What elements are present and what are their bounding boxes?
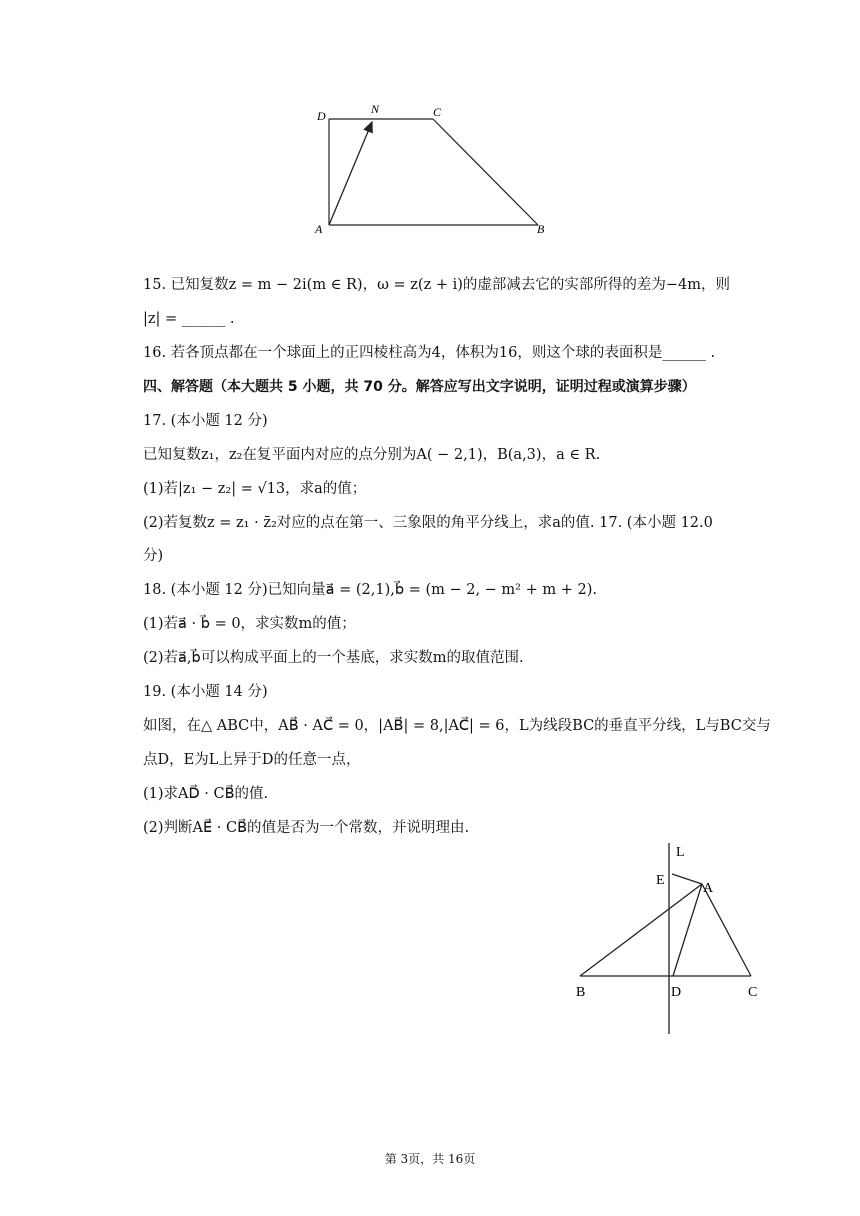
- q19-line2: 点D，E为L上异于D的任意一点，: [143, 752, 361, 768]
- q19-line1: 如图，在△ ABC中，AB⃗ · AC⃗ = 0，|AB⃗| = 8,|AC⃗| = 6，L为线段BC的垂直平分线，L与BC交与: [143, 718, 771, 734]
- q18-line1: 18. (本小题 12 分)已知向量a⃗ = (2,1),b⃗ = (m − 2, − m² + m + 2).: [143, 582, 597, 598]
- q16-line1: 16. 若各顶点都在一个球面上的正四棱柱高为4，体积为16，则这个球的表面积是______ .: [143, 345, 716, 361]
- label-C: C: [433, 105, 442, 119]
- label-E: E: [656, 873, 665, 888]
- label-D: D: [317, 109, 326, 123]
- label-C2: C: [748, 985, 758, 1000]
- label-D2: D: [671, 985, 682, 1000]
- label-B: B: [537, 222, 545, 236]
- q17-line1: 已知复数z₁，z₂在复平面内对应的点分别为A( − 2,1)，B(a,3)，a ∈ R.: [143, 447, 601, 463]
- triangle-figure: [570, 838, 770, 1038]
- label-N: N: [371, 102, 380, 116]
- trapezoid-diagram: [305, 98, 555, 243]
- label-B2: B: [576, 985, 586, 1000]
- q17-line4: 分): [143, 548, 164, 564]
- q18-line2: (1)若a⃗ · b⃗ = 0，求实数m的值；: [143, 616, 356, 632]
- q19-line4: (2)判断AE⃗ · CB⃗的值是否为一个常数，并说明理由.: [143, 820, 470, 836]
- q17-line2: (1)若|z₁ − z₂| = √13，求a的值；: [143, 481, 367, 497]
- page-footer: 第 3页，共 16页: [384, 1152, 476, 1166]
- q15-line1: 15. 已知复数z = m − 2i(m ∈ R)，ω = z(z + i)的虚部减去它的实部所得的差为−4m，则: [143, 277, 731, 293]
- q15-line2: |z| = ______ .: [143, 311, 235, 327]
- label-L: L: [676, 845, 685, 860]
- section4-heading: 四、解答题（本大题共 5 小题，共 70 分。解答应写出文字说明，证明过程或演算步骤）: [143, 379, 696, 395]
- label-A2: A: [703, 881, 714, 896]
- trapezoid-figure: [305, 98, 555, 243]
- q17-title: 17. (本小题 12 分): [143, 413, 268, 429]
- q19-line3: (1)求AD⃗ · CB⃗的值.: [143, 786, 269, 802]
- label-A: A: [315, 222, 323, 236]
- q17-line3: (2)若复数z = z₁ · z̄₂对应的点在第一、三象限的角平分线上，求a的值. 17. (本小题 12.0: [143, 515, 713, 531]
- q19-title: 19. (本小题 14 分): [143, 684, 268, 700]
- triangle-diagram: [570, 838, 770, 1038]
- q18-line3: (2)若a⃗,b⃗可以构成平面上的一个基底，求实数m的取值范围.: [143, 650, 524, 666]
